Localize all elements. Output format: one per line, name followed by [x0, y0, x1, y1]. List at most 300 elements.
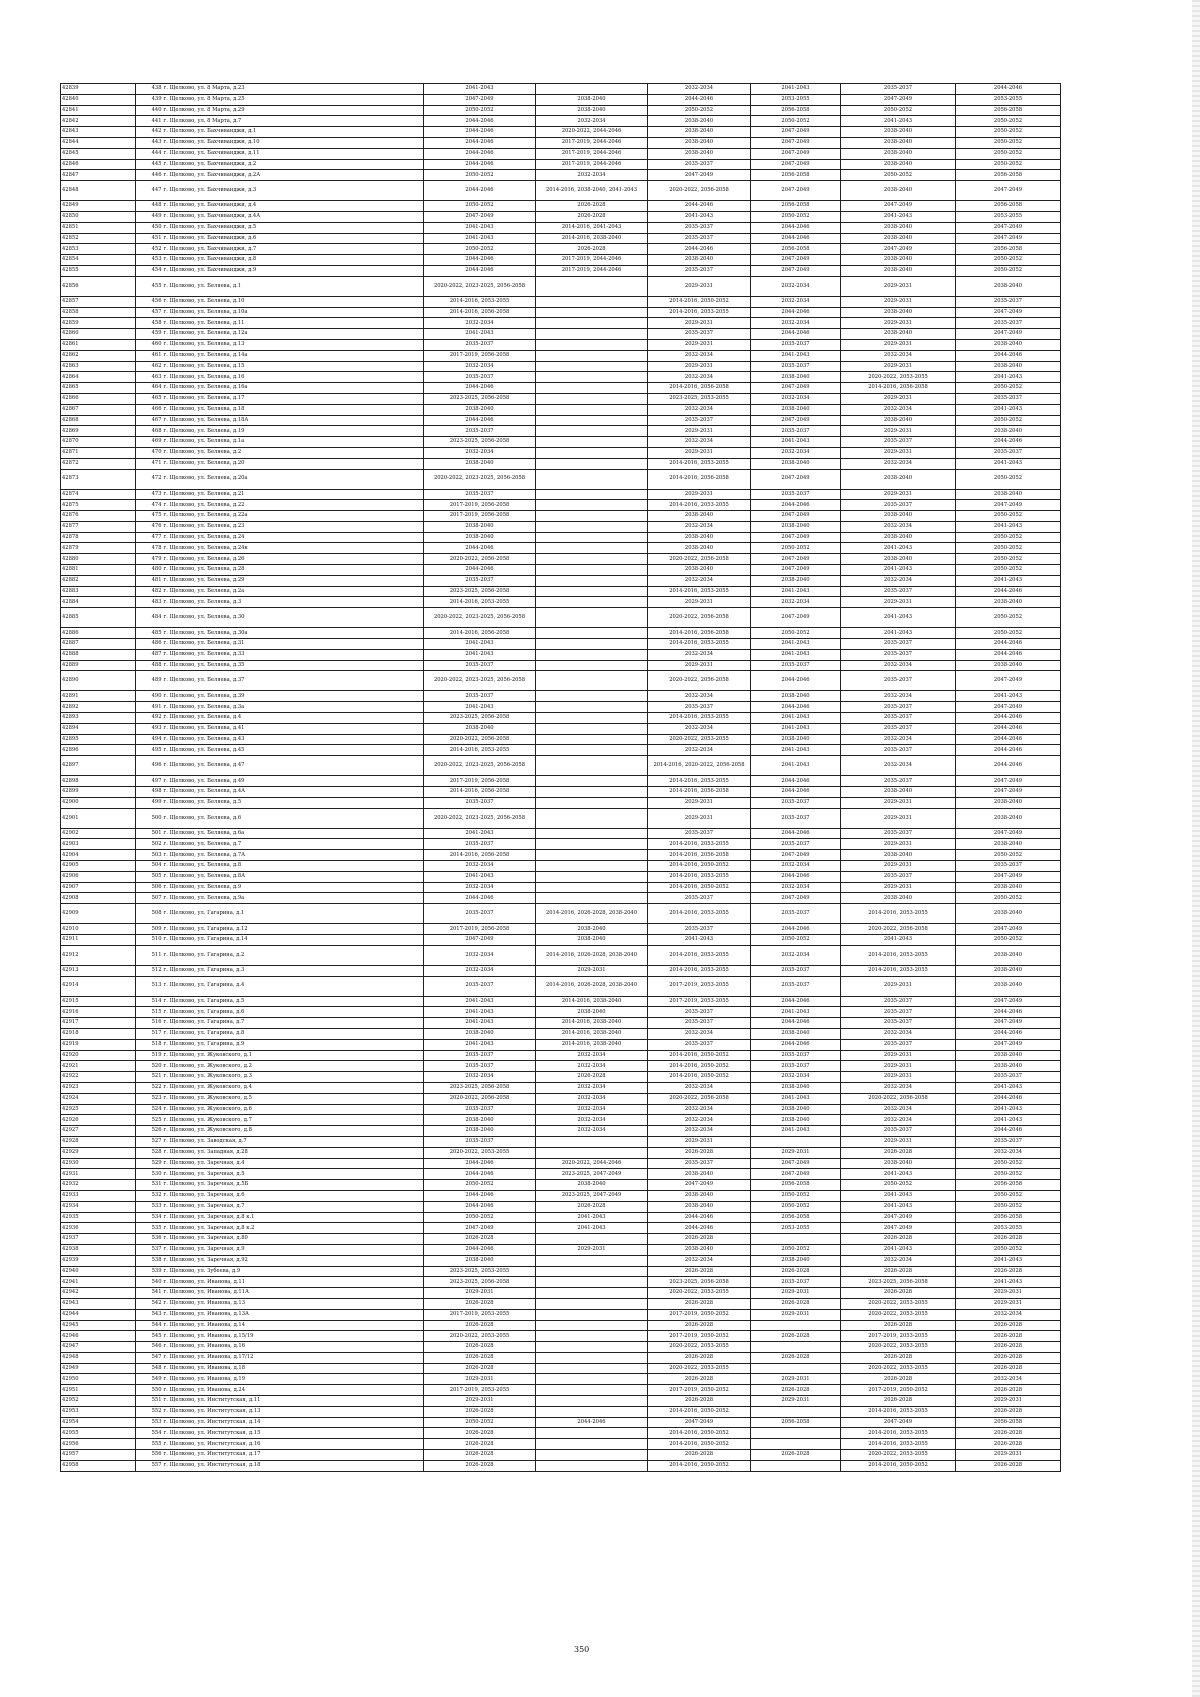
- table-row: [61, 745, 1061, 756]
- period-cell-5: 2029-2031: [841, 447, 956, 458]
- period-cell-4: 2041-2043: [751, 1093, 841, 1104]
- period-cell-5: 2050-2052: [841, 1180, 956, 1191]
- address-cell: г. Щелково, ул. Беляева, д.4А: [163, 787, 424, 798]
- period-cell-3: 2032-2034: [648, 1115, 751, 1126]
- period-cell-1: 2035-2037: [424, 797, 536, 808]
- period-cell-3: 2014-2016, 2053-2055: [648, 776, 751, 787]
- period-cell-1: 2020-2022, 2023-2025, 2056-2058: [424, 671, 536, 691]
- row-number-cell: 473: [136, 489, 163, 500]
- period-cell-3: 2026-2028: [648, 1374, 751, 1385]
- period-cell-1: 2023-2025, 2056-2058: [424, 1277, 536, 1288]
- address-cell: г. Щелково, ул. Беляева, д.20а: [163, 469, 424, 489]
- period-cell-3: 2014-2016, 2053-2055: [648, 307, 751, 318]
- period-cell-2: [536, 787, 648, 798]
- period-cell-6: 2038-2040: [956, 276, 1061, 296]
- row-id-cell: 42847: [61, 170, 136, 181]
- table-row: [61, 965, 1061, 976]
- table-row: [61, 808, 1061, 828]
- address-cell: г. Щелково, ул. Беляева, д.9: [163, 882, 424, 893]
- period-cell-5: 2041-2043: [841, 628, 956, 639]
- row-id-cell: 42918: [61, 1028, 136, 1039]
- period-cell-4: 2047-2049: [751, 565, 841, 576]
- period-cell-3: 2032-2034: [648, 649, 751, 660]
- period-cell-5: 2023-2025, 2056-2058: [841, 1277, 956, 1288]
- table-row: [61, 1212, 1061, 1223]
- row-number-cell: 461: [136, 350, 163, 361]
- row-id-cell: 42920: [61, 1050, 136, 1061]
- address-cell: г. Щелково, ул. Беляева, д.30: [163, 608, 424, 628]
- address-cell: г. Щелково, ул. Иванова, д.11А: [163, 1288, 424, 1299]
- period-cell-3: 2023-2025, 2053-2055: [648, 393, 751, 404]
- period-cell-1: 2041-2043: [424, 639, 536, 650]
- period-cell-2: [536, 1385, 648, 1396]
- address-cell: г. Щелково, ул. Жуковского, д.5: [163, 1093, 424, 1104]
- period-cell-2: 2023-2025, 2047-2049: [536, 1190, 648, 1201]
- period-cell-4: 2044-2046: [751, 787, 841, 798]
- period-cell-3: 2029-2031: [648, 276, 751, 296]
- row-number-cell: 456: [136, 296, 163, 307]
- period-cell-1: 2026-2028: [424, 1428, 536, 1439]
- table-row: [61, 1190, 1061, 1201]
- period-cell-5: 2032-2034: [841, 404, 956, 415]
- period-cell-1: 2023-2025, 2056-2058: [424, 437, 536, 448]
- period-cell-4: 2032-2034: [751, 945, 841, 965]
- period-cell-1: 2020-2022, 2056-2058: [424, 734, 536, 745]
- period-cell-5: 2035-2037: [841, 649, 956, 660]
- period-cell-5: 2035-2037: [841, 713, 956, 724]
- period-cell-6: 2050-2052: [956, 935, 1061, 946]
- period-cell-5: 2035-2037: [841, 723, 956, 734]
- period-cell-1: 2026-2028: [424, 1460, 536, 1471]
- row-number-cell: 483: [136, 597, 163, 608]
- row-id-cell: 42897: [61, 756, 136, 776]
- period-cell-2: [536, 276, 648, 296]
- period-cell-6: 2050-2052: [956, 148, 1061, 159]
- period-cell-1: 2020-2022, 2023-2025, 2056-2058: [424, 608, 536, 628]
- period-cell-1: 2044-2046: [424, 1158, 536, 1169]
- period-cell-4: 2035-2037: [751, 965, 841, 976]
- address-cell: г. Щелково, ул. Беляева, д.1а: [163, 437, 424, 448]
- period-cell-2: [536, 882, 648, 893]
- period-cell-1: 2017-2019, 2056-2058: [424, 500, 536, 511]
- period-cell-5: 2035-2037: [841, 871, 956, 882]
- row-id-cell: 42864: [61, 372, 136, 383]
- period-cell-1: 2044-2046: [424, 543, 536, 554]
- row-id-cell: 42889: [61, 660, 136, 671]
- period-cell-4: 2047-2049: [751, 1158, 841, 1169]
- period-cell-5: 2038-2040: [841, 329, 956, 340]
- period-cell-1: 2038-2040: [424, 1115, 536, 1126]
- row-number-cell: 508: [136, 904, 163, 924]
- period-cell-3: 2038-2040: [648, 1190, 751, 1201]
- period-cell-4: 2035-2037: [751, 489, 841, 500]
- period-cell-1: 2050-2052: [424, 1417, 536, 1428]
- period-cell-1: 2029-2031: [424, 1288, 536, 1299]
- row-id-cell: 42886: [61, 628, 136, 639]
- row-id-cell: 42949: [61, 1363, 136, 1374]
- period-cell-4: 2044-2046: [751, 500, 841, 511]
- row-number-cell: 524: [136, 1104, 163, 1115]
- period-cell-6: 2050-2052: [956, 554, 1061, 565]
- period-cell-4: 2041-2043: [751, 84, 841, 95]
- period-cell-5: 2020-2022, 2053-2055: [841, 1298, 956, 1309]
- row-id-cell: 42906: [61, 871, 136, 882]
- period-cell-1: 2041-2043: [424, 702, 536, 713]
- period-cell-4: 2056-2058: [751, 105, 841, 116]
- table-row: [61, 723, 1061, 734]
- row-id-cell: 42904: [61, 850, 136, 861]
- period-cell-4: 2038-2040: [751, 1082, 841, 1093]
- period-cell-6: 2035-2037: [956, 861, 1061, 872]
- period-cell-4: 2041-2043: [751, 756, 841, 776]
- row-number-cell: 495: [136, 745, 163, 756]
- period-cell-4: 2050-2052: [751, 1244, 841, 1255]
- period-cell-5: 2032-2034: [841, 1115, 956, 1126]
- table-row: [61, 871, 1061, 882]
- period-cell-5: 2026-2028: [841, 1266, 956, 1277]
- table-row: [61, 181, 1061, 201]
- period-cell-2: [536, 361, 648, 372]
- period-cell-6: 2050-2052: [956, 159, 1061, 170]
- address-cell: г. Щелково, ул. Жуковского, д.4: [163, 1082, 424, 1093]
- period-cell-2: [536, 1320, 648, 1331]
- period-cell-2: 2014-2016, 2038-2040: [536, 1018, 648, 1029]
- table-row: [61, 850, 1061, 861]
- table-row: [61, 565, 1061, 576]
- table-row: [61, 1115, 1061, 1126]
- period-cell-2: 2026-2028: [536, 211, 648, 222]
- row-number-cell: 504: [136, 861, 163, 872]
- period-cell-1: 2038-2040: [424, 532, 536, 543]
- row-number-cell: 491: [136, 702, 163, 713]
- address-cell: г. Щелково, ул. Беляева, д.7А: [163, 850, 424, 861]
- period-cell-1: 2044-2046: [424, 116, 536, 127]
- period-cell-4: 2047-2049: [751, 265, 841, 276]
- period-cell-4: 2038-2040: [751, 734, 841, 745]
- address-cell: г. Щелково, ул. Иванова, д.15/19: [163, 1331, 424, 1342]
- address-cell: г. Щелково, ул. Бахчиванджи, д.5: [163, 222, 424, 233]
- period-cell-6: 2047-2049: [956, 329, 1061, 340]
- period-cell-6: 2035-2037: [956, 1072, 1061, 1083]
- period-cell-2: [536, 1309, 648, 1320]
- period-cell-2: [536, 1147, 648, 1158]
- period-cell-3: 2047-2049: [648, 170, 751, 181]
- period-cell-2: [536, 597, 648, 608]
- address-cell: г. Щелково, ул. Институтская, д.17: [163, 1450, 424, 1461]
- period-cell-4: 2038-2040: [751, 691, 841, 702]
- address-cell: г. Щелково, ул. Беляева, д.30а: [163, 628, 424, 639]
- period-cell-6: 2038-2040: [956, 660, 1061, 671]
- period-cell-2: [536, 776, 648, 787]
- period-cell-6: 2035-2037: [956, 447, 1061, 458]
- row-id-cell: 42863: [61, 361, 136, 372]
- scan-edge-border: [1192, 0, 1200, 1697]
- table-row: [61, 159, 1061, 170]
- address-cell: г. Щелково, ул. Бахчиванджи, д.2А: [163, 170, 424, 181]
- period-cell-2: [536, 893, 648, 904]
- address-cell: г. Щелково, ул. Беляева, д.21: [163, 489, 424, 500]
- address-cell: г. Щелково, ул. Бахчиванджи, д.11: [163, 148, 424, 159]
- address-cell: г. Щелково, ул. Бахчиванджи, д.10: [163, 137, 424, 148]
- period-cell-5: 2029-2031: [841, 361, 956, 372]
- period-cell-4: 2035-2037: [751, 808, 841, 828]
- period-cell-5: 2035-2037: [841, 500, 956, 511]
- period-cell-4: 2032-2034: [751, 882, 841, 893]
- period-cell-5: 2041-2043: [841, 565, 956, 576]
- table-row: [61, 554, 1061, 565]
- period-cell-5: 2026-2028: [841, 1352, 956, 1363]
- period-cell-2: 2032-2034: [536, 1050, 648, 1061]
- period-cell-2: 2041-2043: [536, 1223, 648, 1234]
- table-row: [61, 1309, 1061, 1320]
- row-number-cell: 466: [136, 404, 163, 415]
- period-cell-2: 2032-2034: [536, 1104, 648, 1115]
- period-cell-3: 2038-2040: [648, 137, 751, 148]
- period-cell-4: 2047-2049: [751, 532, 841, 543]
- period-cell-6: 2035-2037: [956, 393, 1061, 404]
- row-id-cell: 42877: [61, 521, 136, 532]
- period-cell-5: 2029-2031: [841, 393, 956, 404]
- period-cell-4: 2035-2037: [751, 361, 841, 372]
- period-cell-2: 2020-2022, 2044-2046: [536, 1158, 648, 1169]
- row-id-cell: 42843: [61, 127, 136, 138]
- table-row: [61, 1298, 1061, 1309]
- period-cell-3: 2032-2034: [648, 404, 751, 415]
- row-number-cell: 529: [136, 1158, 163, 1169]
- period-cell-5: 2014-2016, 2053-2055: [841, 965, 956, 976]
- period-cell-3: 2014-2016, 2053-2055: [648, 871, 751, 882]
- period-cell-2: 2014-2016, 2038-2040: [536, 1039, 648, 1050]
- period-cell-3: 2029-2031: [648, 1136, 751, 1147]
- row-id-cell: 42879: [61, 543, 136, 554]
- address-cell: г. Щелково, ул. Беляева, д.28: [163, 565, 424, 576]
- period-cell-5: 2038-2040: [841, 127, 956, 138]
- period-cell-2: [536, 296, 648, 307]
- period-cell-3: 2035-2037: [648, 924, 751, 935]
- period-cell-3: 2038-2040: [648, 255, 751, 266]
- row-id-cell: 42907: [61, 882, 136, 893]
- period-cell-1: 2050-2052: [424, 1212, 536, 1223]
- row-id-cell: 42849: [61, 201, 136, 212]
- row-id-cell: 42840: [61, 94, 136, 105]
- address-cell: г. Щелково, ул. Беляева, д.9а: [163, 893, 424, 904]
- period-cell-3: 2026-2028: [648, 1352, 751, 1363]
- period-cell-2: [536, 339, 648, 350]
- period-cell-6: 2047-2049: [956, 787, 1061, 798]
- table-row: [61, 350, 1061, 361]
- period-cell-2: 2014-2016, 2026-2028, 2038-2040: [536, 976, 648, 996]
- table-row: [61, 597, 1061, 608]
- row-id-cell: 42873: [61, 469, 136, 489]
- period-cell-5: 2035-2037: [841, 1007, 956, 1018]
- period-cell-4: 2035-2037: [751, 1061, 841, 1072]
- row-number-cell: 443: [136, 137, 163, 148]
- period-cell-1: 2035-2037: [424, 839, 536, 850]
- period-cell-6: 2050-2052: [956, 116, 1061, 127]
- period-cell-4: 2038-2040: [751, 1255, 841, 1266]
- address-cell: г. Щелково, ул. Беляева, д.12а: [163, 329, 424, 340]
- row-number-cell: 447: [136, 181, 163, 201]
- row-number-cell: 463: [136, 372, 163, 383]
- row-id-cell: 42948: [61, 1352, 136, 1363]
- address-cell: г. Щелково, ул. Беляева, д.18А: [163, 415, 424, 426]
- period-cell-2: 2014-2016, 2038-2040, 2041-2043: [536, 181, 648, 201]
- period-cell-3: 2014-2016, 2053-2055: [648, 639, 751, 650]
- period-cell-1: 2029-2031: [424, 1374, 536, 1385]
- address-cell: г. Щелково, ул. Беляева, д.8: [163, 861, 424, 872]
- address-cell: г. Щелково, ул. Беляева, д.4: [163, 713, 424, 724]
- period-cell-4: 2044-2046: [751, 1039, 841, 1050]
- row-id-cell: 42885: [61, 608, 136, 628]
- row-number-cell: 501: [136, 828, 163, 839]
- period-cell-1: 2041-2043: [424, 84, 536, 95]
- period-cell-3: 2017-2019, 2050-2052: [648, 1309, 751, 1320]
- period-cell-4: 2047-2049: [751, 415, 841, 426]
- table-row: [61, 1158, 1061, 1169]
- period-cell-3: 2035-2037: [648, 1039, 751, 1050]
- period-cell-5: 2029-2031: [841, 882, 956, 893]
- address-cell: г. Щелково, ул. Беляева, д.23: [163, 521, 424, 532]
- period-cell-2: 2029-2031: [536, 965, 648, 976]
- period-cell-4: 2029-2031: [751, 1288, 841, 1299]
- period-cell-3: 2038-2040: [648, 148, 751, 159]
- period-cell-5: 2029-2031: [841, 808, 956, 828]
- address-cell: г. Щелково, ул. Беляева, д.7: [163, 839, 424, 850]
- period-cell-6: 2047-2049: [956, 828, 1061, 839]
- table-row: [61, 904, 1061, 924]
- period-cell-2: 2032-2034: [536, 1115, 648, 1126]
- period-cell-3: 2023-2025, 2056-2058: [648, 1277, 751, 1288]
- period-cell-5: 2029-2031: [841, 426, 956, 437]
- period-cell-5: 2050-2052: [841, 105, 956, 116]
- table-row: [61, 1277, 1061, 1288]
- row-id-cell: 42895: [61, 734, 136, 745]
- table-row: [61, 1406, 1061, 1417]
- period-cell-4: 2044-2046: [751, 828, 841, 839]
- address-cell: г. Щелково, ул. Бахчиванджи, д.9: [163, 265, 424, 276]
- row-id-cell: 42914: [61, 976, 136, 996]
- row-id-cell: 42941: [61, 1277, 136, 1288]
- period-cell-5: 2038-2040: [841, 787, 956, 798]
- period-cell-5: 2029-2031: [841, 861, 956, 872]
- period-cell-6: 2038-2040: [956, 597, 1061, 608]
- period-cell-4: 2035-2037: [751, 839, 841, 850]
- period-cell-3: 2014-2016, 2050-2052: [648, 296, 751, 307]
- period-cell-4: 2029-2031: [751, 1396, 841, 1407]
- row-number-cell: 487: [136, 649, 163, 660]
- row-number-cell: 478: [136, 543, 163, 554]
- row-number-cell: 489: [136, 671, 163, 691]
- address-cell: г. Щелково, ул. 8 Марта, д.25: [163, 94, 424, 105]
- period-cell-5: 2038-2040: [841, 511, 956, 522]
- table-row: [61, 586, 1061, 597]
- row-id-cell: 42894: [61, 723, 136, 734]
- row-id-cell: 42950: [61, 1374, 136, 1385]
- period-cell-1: 2038-2040: [424, 458, 536, 469]
- period-cell-3: 2038-2040: [648, 127, 751, 138]
- period-cell-1: 2050-2052: [424, 170, 536, 181]
- period-cell-4: 2050-2052: [751, 116, 841, 127]
- period-cell-3: 2032-2034: [648, 745, 751, 756]
- period-cell-4: 2050-2052: [751, 1190, 841, 1201]
- period-cell-2: [536, 1406, 648, 1417]
- period-cell-4: 2041-2043: [751, 1007, 841, 1018]
- period-cell-3: 2032-2034: [648, 691, 751, 702]
- period-cell-1: 2020-2022, 2053-2055: [424, 1331, 536, 1342]
- table-row: [61, 415, 1061, 426]
- period-cell-5: 2035-2037: [841, 776, 956, 787]
- row-number-cell: 500: [136, 808, 163, 828]
- period-cell-2: 2023-2025, 2047-2049: [536, 1169, 648, 1180]
- period-cell-6: 2026-2028: [956, 1363, 1061, 1374]
- row-number-cell: 539: [136, 1266, 163, 1277]
- address-cell: г. Щелково, ул. Беляева, д.19: [163, 426, 424, 437]
- row-id-cell: 42954: [61, 1417, 136, 1428]
- address-cell: г. Щелково, ул. Иванова, д.16: [163, 1342, 424, 1353]
- row-id-cell: 42955: [61, 1428, 136, 1439]
- period-cell-2: 2032-2034: [536, 170, 648, 181]
- address-cell: г. Щелково, ул. Беляева, д.11: [163, 318, 424, 329]
- address-cell: г. Щелково, ул. Жуковского, д.7: [163, 1115, 424, 1126]
- period-cell-6: 2044-2046: [956, 1126, 1061, 1137]
- period-cell-2: [536, 84, 648, 95]
- period-cell-4: 2047-2049: [751, 850, 841, 861]
- row-id-cell: 42862: [61, 350, 136, 361]
- period-cell-5: 2032-2034: [841, 1028, 956, 1039]
- address-cell: г. Щелково, ул. Заречная, д.9: [163, 1244, 424, 1255]
- table-row: [61, 861, 1061, 872]
- address-cell: г. Щелково, ул. Беляева, д.14а: [163, 350, 424, 361]
- period-cell-2: [536, 511, 648, 522]
- period-cell-6: 2050-2052: [956, 1190, 1061, 1201]
- row-number-cell: 547: [136, 1352, 163, 1363]
- address-cell: г. Щелково, ул. Заречная, д.5Б: [163, 1180, 424, 1191]
- period-cell-5: 2032-2034: [841, 660, 956, 671]
- period-cell-4: 2035-2037: [751, 797, 841, 808]
- period-cell-6: 2050-2052: [956, 137, 1061, 148]
- period-cell-4: 2044-2046: [751, 702, 841, 713]
- row-id-cell: 42860: [61, 329, 136, 340]
- row-number-cell: 546: [136, 1342, 163, 1353]
- period-cell-2: [536, 691, 648, 702]
- row-number-cell: 512: [136, 965, 163, 976]
- period-cell-1: 2014-2016, 2053-2055: [424, 597, 536, 608]
- period-cell-5: 2035-2037: [841, 437, 956, 448]
- row-id-cell: 42908: [61, 893, 136, 904]
- period-cell-6: 2038-2040: [956, 797, 1061, 808]
- row-number-cell: 533: [136, 1201, 163, 1212]
- period-cell-4: 2029-2031: [751, 1374, 841, 1385]
- period-cell-5: 2032-2034: [841, 1255, 956, 1266]
- period-cell-1: 2020-2022, 2053-2055: [424, 1147, 536, 1158]
- row-id-cell: 42856: [61, 276, 136, 296]
- period-cell-6: 2050-2052: [956, 127, 1061, 138]
- table-row: [61, 1374, 1061, 1385]
- table-row: [61, 1255, 1061, 1266]
- period-cell-1: 2041-2043: [424, 996, 536, 1007]
- period-cell-2: 2032-2034: [536, 1126, 648, 1137]
- address-cell: г. Щелково, ул. Беляева, д.13: [163, 339, 424, 350]
- period-cell-1: 2035-2037: [424, 489, 536, 500]
- period-cell-6: 2044-2046: [956, 639, 1061, 650]
- period-cell-4: [751, 1406, 841, 1417]
- period-cell-4: 2044-2046: [751, 329, 841, 340]
- row-number-cell: 469: [136, 437, 163, 448]
- period-cell-5: 2032-2034: [841, 458, 956, 469]
- period-cell-4: 2038-2040: [751, 372, 841, 383]
- address-cell: г. Щелково, ул. Бахчиванджи, д.3: [163, 181, 424, 201]
- address-cell: г. Щелково, ул. Беляева, д.24: [163, 532, 424, 543]
